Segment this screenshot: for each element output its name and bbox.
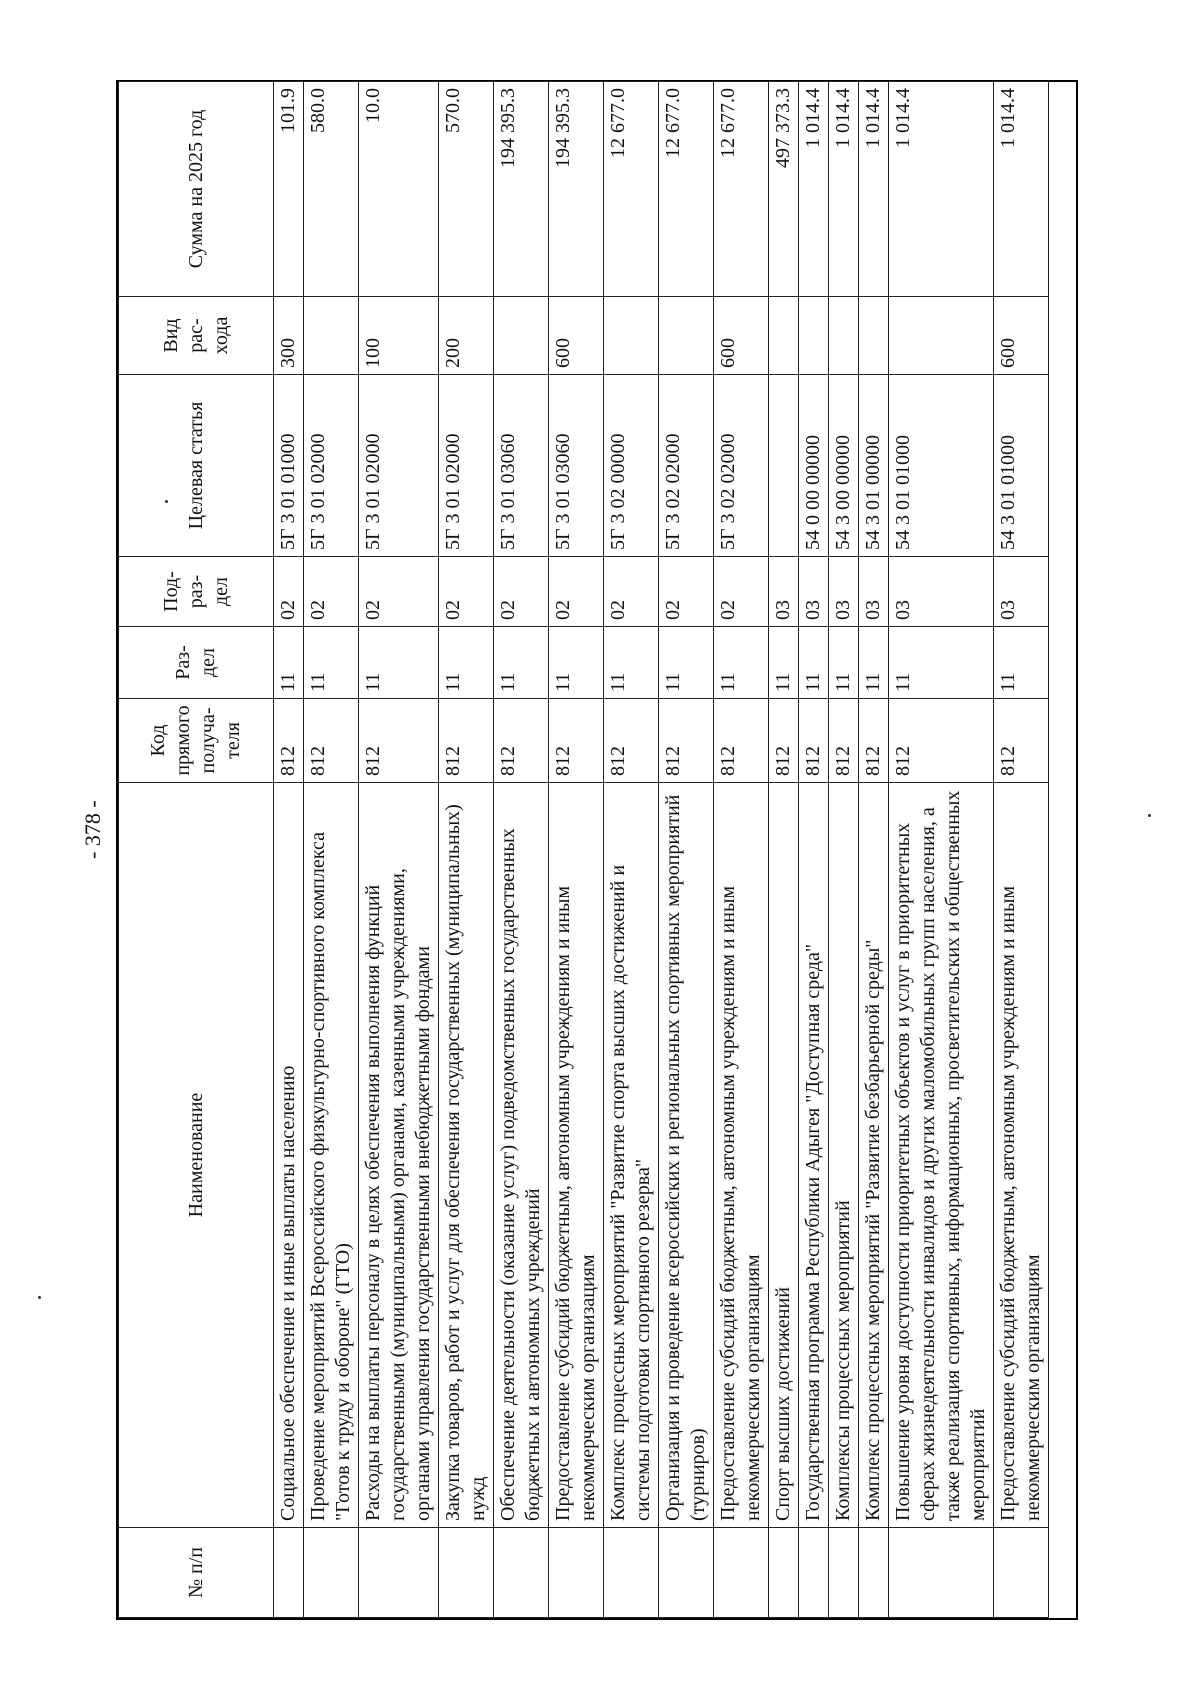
cell-subsection: 02 — [274, 557, 304, 627]
cell-article: 5Г 3 02 02000 — [714, 375, 769, 557]
cell-kind — [889, 297, 994, 375]
header-sum: Сумма на 2025 год — [119, 82, 274, 297]
cell-kind — [494, 297, 549, 375]
cell-sum: 101.9 — [274, 82, 304, 297]
cell-code: 812 — [549, 699, 604, 783]
cell-name: Проведение мероприятий Всероссийского физкультурно-спортивного комплекса "Готов к труду и обороне" (ГТО) — [304, 783, 359, 1528]
table-row — [359, 82, 439, 1618]
cell-subsection: 02 — [439, 557, 494, 627]
cell-kind — [304, 297, 359, 375]
cell-sum: 1 014.4 — [889, 82, 994, 297]
cell-name: Предоставление субсидий бюджетным, автономным учреждениям и иным некоммерческим организациям — [714, 783, 769, 1528]
cell-num — [604, 1528, 659, 1618]
cell-sum: 497 373.3 — [769, 82, 799, 297]
cell-subsection: 02 — [549, 557, 604, 627]
cell-section: 11 — [994, 627, 1049, 699]
cell-subsection: 03 — [859, 557, 889, 627]
cell-code: 812 — [799, 699, 829, 783]
cell-code: 812 — [714, 699, 769, 783]
cell-subsection: 02 — [604, 557, 659, 627]
cell-name: Комплекс процессных мероприятий "Развитие безбарьерной среды" — [859, 783, 889, 1528]
cell-name: Обеспечение деятельности (оказание услуг) подведомственных государственных бюджетных и автономных учреждений — [494, 783, 549, 1528]
cell-kind: 200 — [439, 297, 494, 375]
cell-subsection: 02 — [494, 557, 549, 627]
cell-name: Повышение уровня доступности приоритетных объектов и услуг в приоритетных сферах жизнедеятельности инвалидов и других маломобильных групп населения, а также реализация спортивных, информационных, просветительских и общественных мероприятий — [889, 783, 994, 1528]
cell-name: Социальное обеспечение и иные выплаты населению — [274, 783, 304, 1528]
cell-subsection: 02 — [659, 557, 714, 627]
table-row — [889, 82, 994, 1618]
cell-sum: 570.0 — [439, 82, 494, 297]
table-row — [859, 82, 889, 1618]
cell-num — [359, 1528, 439, 1618]
cell-kind: 100 — [359, 297, 439, 375]
cell-sum: 12 677.0 — [714, 82, 769, 297]
header-code: Код прямого получа-теля — [119, 699, 274, 783]
budget-table-frame — [116, 80, 1078, 1620]
cell-kind — [829, 297, 859, 375]
cell-sum: 12 677.0 — [604, 82, 659, 297]
cell-kind — [799, 297, 829, 375]
cell-section: 11 — [829, 627, 859, 699]
table-row — [714, 82, 769, 1618]
cell-num — [829, 1528, 859, 1618]
cell-sum: 1 014.4 — [799, 82, 829, 297]
cell-code: 812 — [769, 699, 799, 783]
cell-article: 5Г 3 01 01000 — [274, 375, 304, 557]
cell-name: Предоставление субсидий бюджетным, автономным учреждениям и иным некоммерческим организациям — [994, 783, 1049, 1528]
cell-sum: 1 014.4 — [829, 82, 859, 297]
table-row — [659, 82, 714, 1618]
scan-speck — [165, 500, 168, 503]
cell-subsection: 02 — [359, 557, 439, 627]
cell-num — [439, 1528, 494, 1618]
cell-article: 5Г 3 01 02000 — [439, 375, 494, 557]
cell-sum: 1 014.4 — [994, 82, 1049, 297]
cell-subsection: 03 — [994, 557, 1049, 627]
table-row — [994, 82, 1049, 1618]
table-row — [799, 82, 829, 1618]
cell-num — [304, 1528, 359, 1618]
cell-num — [994, 1528, 1049, 1618]
cell-section: 11 — [659, 627, 714, 699]
cell-code: 812 — [359, 699, 439, 783]
cell-code: 812 — [304, 699, 359, 783]
cell-name: Спорт высших достижений — [769, 783, 799, 1528]
table-row — [439, 82, 494, 1618]
scan-speck — [38, 1296, 41, 1299]
cell-kind: 600 — [714, 297, 769, 375]
cell-subsection: 02 — [304, 557, 359, 627]
cell-article — [769, 375, 799, 557]
cell-name: Организация и проведение всероссийских и региональных спортивных мероприятий (турниров) — [659, 783, 714, 1528]
table-header — [119, 82, 274, 1618]
cell-num — [859, 1528, 889, 1618]
cell-code: 812 — [829, 699, 859, 783]
cell-article: 54 3 01 01000 — [994, 375, 1049, 557]
cell-num — [769, 1528, 799, 1618]
table-row — [829, 82, 859, 1618]
cell-sum: 194 395.3 — [494, 82, 549, 297]
cell-article: 54 3 01 00000 — [859, 375, 889, 557]
cell-article: 5Г 3 02 02000 — [659, 375, 714, 557]
cell-subsection: 03 — [769, 557, 799, 627]
page-number: - 378 - — [80, 800, 105, 860]
cell-code: 812 — [994, 699, 1049, 783]
cell-article: 54 0 00 00000 — [799, 375, 829, 557]
cell-section: 11 — [799, 627, 829, 699]
cell-article: 5Г 3 01 03060 — [549, 375, 604, 557]
cell-kind — [604, 297, 659, 375]
cell-section: 11 — [439, 627, 494, 699]
cell-num — [549, 1528, 604, 1618]
cell-article: 5Г 3 01 02000 — [304, 375, 359, 557]
cell-num — [274, 1528, 304, 1618]
cell-name: Предоставление субсидий бюджетным, автономным учреждениям и иным некоммерческим организациям — [549, 783, 604, 1528]
cell-article: 54 3 00 00000 — [829, 375, 859, 557]
cell-subsection: 02 — [714, 557, 769, 627]
table-row — [304, 82, 359, 1618]
cell-section: 11 — [274, 627, 304, 699]
budget-table — [118, 81, 1049, 1618]
cell-subsection: 03 — [829, 557, 859, 627]
cell-code: 812 — [604, 699, 659, 783]
table-row — [604, 82, 659, 1618]
cell-code: 812 — [494, 699, 549, 783]
cell-subsection: 03 — [889, 557, 994, 627]
header-name: Наименование — [119, 783, 274, 1528]
cell-section: 11 — [714, 627, 769, 699]
header-article: Целевая статья — [119, 375, 274, 557]
header-num: № п/п — [119, 1528, 274, 1618]
cell-sum: 1 014.4 — [859, 82, 889, 297]
scan-speck — [1148, 814, 1151, 817]
cell-sum: 194 395.3 — [549, 82, 604, 297]
cell-kind: 600 — [549, 297, 604, 375]
cell-name: Расходы на выплаты персоналу в целях обеспечения выполнения функций государственными (муниципальными) органами, казенными учреждениями, органами управления государственными внебюджетными фондами — [359, 783, 439, 1528]
cell-section: 11 — [769, 627, 799, 699]
table-row — [769, 82, 799, 1618]
cell-code: 812 — [439, 699, 494, 783]
cell-kind — [659, 297, 714, 375]
cell-name: Комплекс процессных мероприятий "Развитие спорта высших достижений и системы подготовки спортивного резерва" — [604, 783, 659, 1528]
cell-sum: 580.0 — [304, 82, 359, 297]
cell-code: 812 — [859, 699, 889, 783]
cell-code: 812 — [889, 699, 994, 783]
table-body — [274, 82, 1049, 1618]
cell-article: 54 3 01 01000 — [889, 375, 994, 557]
table-row — [549, 82, 604, 1618]
cell-code: 812 — [659, 699, 714, 783]
cell-num — [659, 1528, 714, 1618]
cell-num — [494, 1528, 549, 1618]
cell-section: 11 — [359, 627, 439, 699]
cell-num — [714, 1528, 769, 1618]
header-subsection: Под-раз-дел — [119, 557, 274, 627]
cell-kind — [859, 297, 889, 375]
cell-section: 11 — [889, 627, 994, 699]
cell-section: 11 — [304, 627, 359, 699]
cell-section: 11 — [549, 627, 604, 699]
cell-sum: 10.0 — [359, 82, 439, 297]
header-section: Раз-дел — [119, 627, 274, 699]
cell-name: Комплексы процессных мероприятий — [829, 783, 859, 1528]
cell-subsection: 03 — [799, 557, 829, 627]
cell-num — [799, 1528, 829, 1618]
cell-num — [889, 1528, 994, 1618]
cell-article: 5Г 3 01 02000 — [359, 375, 439, 557]
cell-section: 11 — [494, 627, 549, 699]
cell-article: 5Г 3 01 03060 — [494, 375, 549, 557]
cell-section: 11 — [604, 627, 659, 699]
cell-kind: 300 — [274, 297, 304, 375]
cell-kind: 600 — [994, 297, 1049, 375]
cell-sum: 12 677.0 — [659, 82, 714, 297]
header-kind: Вид рас-хода — [119, 297, 274, 375]
cell-name: Закупка товаров, работ и услуг для обеспечения государственных (муниципальных) нужд — [439, 783, 494, 1528]
cell-code: 812 — [274, 699, 304, 783]
cell-kind — [769, 297, 799, 375]
cell-name: Государственная программа Республики Адыгея "Доступная среда" — [799, 783, 829, 1528]
cell-section: 11 — [859, 627, 889, 699]
cell-article: 5Г 3 02 00000 — [604, 375, 659, 557]
table-row — [274, 82, 304, 1618]
table-row — [494, 82, 549, 1618]
